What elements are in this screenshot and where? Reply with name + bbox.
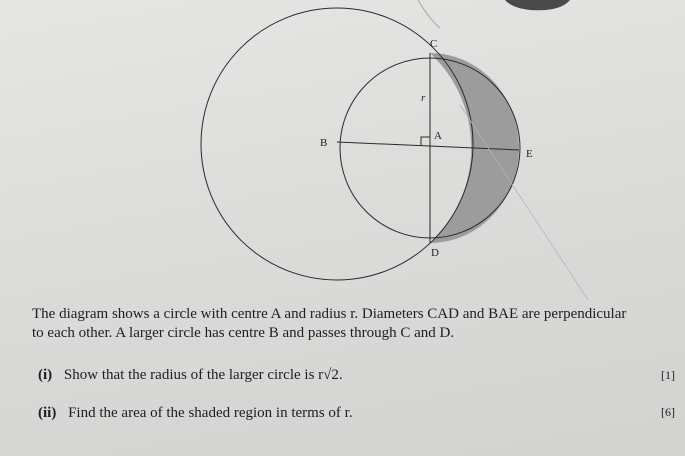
right-angle-marker bbox=[421, 137, 430, 146]
label-d: D bbox=[431, 247, 439, 259]
label-b: B bbox=[320, 137, 328, 149]
pencil-scribble bbox=[418, 0, 440, 28]
marks-part-ii: [6] bbox=[661, 405, 675, 419]
part-number: (ii) bbox=[38, 405, 57, 421]
part-text: Show that the radius of the larger circle is r√2. bbox=[63, 367, 343, 383]
label-c: C bbox=[430, 38, 438, 50]
label-a: A bbox=[434, 130, 442, 142]
dark-corner-smudge bbox=[505, 0, 570, 10]
part-number: (i) bbox=[38, 367, 53, 383]
label-radius-r: r bbox=[421, 92, 426, 104]
label-e: E bbox=[526, 148, 533, 160]
problem-intro bbox=[32, 305, 682, 343]
question-part-ii bbox=[38, 405, 353, 422]
intro-line-1: The diagram shows a circle with centre A and radius r. Diameters CAD and BAE are perpendicular bbox=[32, 306, 627, 322]
intro-line-2: to each other. A larger circle has centre B and passes through C and D. bbox=[32, 325, 455, 341]
part-text: Find the area of the shaded region in terms of r. bbox=[68, 405, 353, 421]
question-part-i bbox=[38, 367, 343, 384]
marks-part-i: [1] bbox=[661, 368, 675, 382]
